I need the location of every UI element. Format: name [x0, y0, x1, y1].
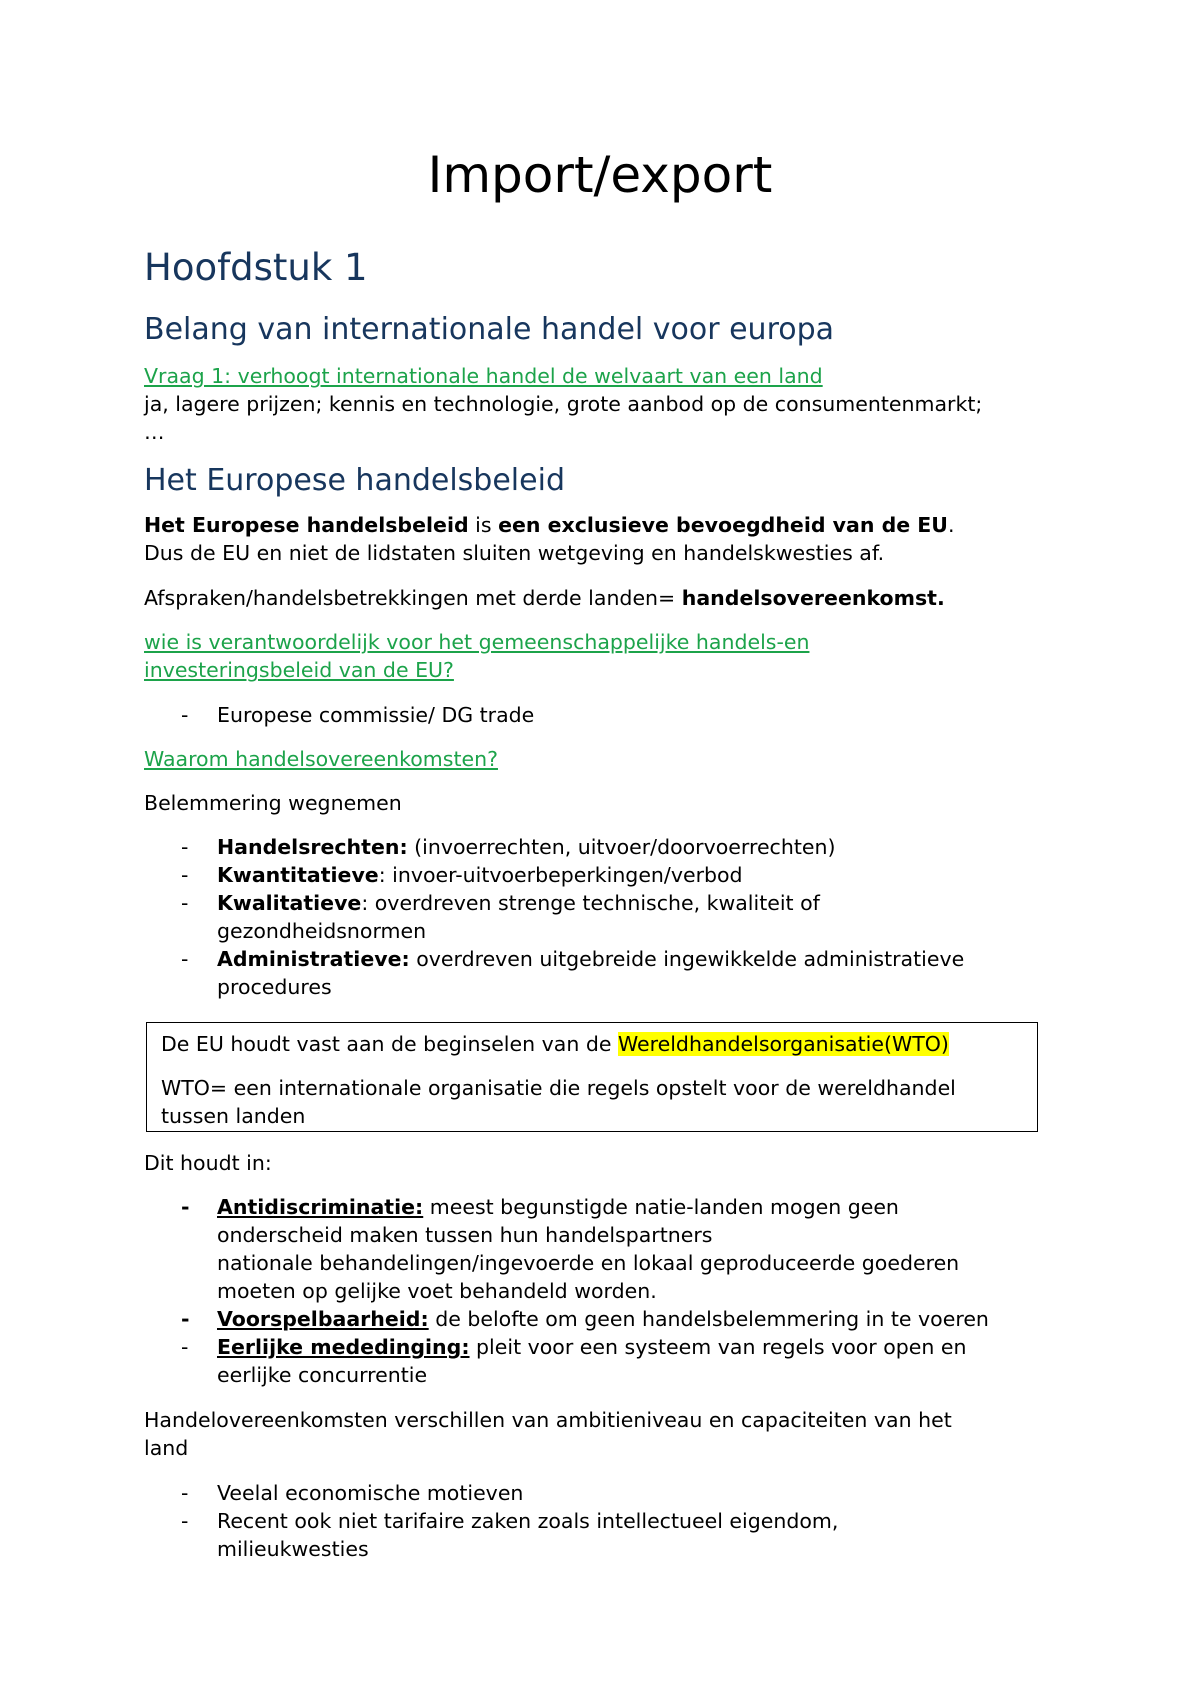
principle-text: de belofte om geen handelsbelemmering in te voeren — [428, 1307, 989, 1331]
wto-box — [146, 1022, 1038, 1132]
list-item — [144, 1333, 1056, 1389]
barrier-term: Handelsrechten: — [217, 835, 408, 859]
list-item — [144, 861, 1056, 889]
question-2-line-2: investeringsbeleid van de EU? — [144, 658, 454, 682]
list-item — [144, 701, 1056, 729]
wto-highlight: Wereldhandelsorganisatie(WTO) — [617, 1032, 949, 1056]
principle-text: meest begunstigde natie-landen mogen geen — [423, 1195, 899, 1219]
list-item — [144, 1507, 1056, 1563]
barriers-list — [144, 833, 1056, 1001]
dash-bullet: - — [181, 1307, 190, 1331]
dash-bullet: - — [181, 863, 189, 887]
wto-box-line-1 — [161, 1030, 949, 1058]
question-1-text: Vraag 1: verhoogt internationale handel de welvaart van een land — [144, 364, 823, 388]
list-item — [144, 1193, 1056, 1305]
intro-line-2: Dus de EU en niet de lidstaten sluiten wetgeving en handelskwesties af. — [144, 541, 885, 565]
principle-text-more: nationale behandelingen/ingevoerde en lokaal geproduceerde goederen — [217, 1251, 960, 1275]
dash-bullet: - — [181, 835, 189, 859]
implies-text: Dit houdt in: — [144, 1151, 272, 1175]
barrier-text: overdreven uitgebreide ingewikkelde administratieve — [409, 947, 965, 971]
dash-bullet: - — [181, 891, 189, 915]
dash-bullet: - — [181, 1195, 190, 1219]
ambition-line-2: land — [144, 1436, 189, 1460]
list-item — [144, 889, 1056, 945]
barrier-text: : invoer-uitvoerbeperkingen/verbod — [378, 863, 743, 887]
motive-text-continued: milieukwesties — [217, 1537, 369, 1561]
dash-bullet: - — [181, 1509, 189, 1533]
chapter-heading: Hoofdstuk 1 — [144, 246, 368, 289]
wto-box-line-2: WTO= een internationale organisatie die regels opstelt voor de wereldhandel — [161, 1076, 956, 1100]
principle-text-more: eerlijke concurrentie — [217, 1363, 428, 1387]
principles-list — [144, 1193, 1056, 1389]
motive-text: Veelal economische motieven — [217, 1481, 524, 1505]
intro-bold-competence: een exclusieve bevoegdheid van de EU — [498, 513, 948, 537]
list-item — [144, 945, 1056, 1001]
question-2-line-1: wie is verantwoordelijk voor het gemeenschappelijke handels-en — [144, 630, 810, 654]
principle-term: Antidiscriminatie: — [217, 1195, 424, 1219]
intro-connector: is — [468, 513, 499, 537]
barrier-term: Kwantitatieve — [217, 863, 379, 887]
responsible-item: Europese commissie/ DG trade — [217, 703, 535, 727]
barrier-text: (invoerrechten, uitvoer/doorvoerrechten) — [407, 835, 836, 859]
dash-bullet: - — [181, 703, 189, 727]
answer-line-1: ja, lagere prijzen; kennis en technologie, grote aanbod op de consumentenmarkt; — [144, 392, 983, 416]
motives-list — [144, 1479, 1056, 1563]
responsible-list — [144, 701, 1056, 729]
barrier-text-continued: gezondheidsnormen — [217, 919, 427, 943]
barrier-term: Kwalitatieve — [217, 891, 362, 915]
intro-bold-term: Het Europese handelsbeleid — [144, 513, 469, 537]
ambition-text — [144, 1406, 1056, 1462]
principle-text-more: moeten op gelijke voet behandeld worden. — [217, 1279, 657, 1303]
document-title: Import/export — [427, 146, 773, 204]
barriers-intro: Belemmering wegnemen — [144, 791, 402, 815]
list-item — [144, 833, 1056, 861]
motive-text: Recent ook niet tarifaire zaken zoals intellectueel eigendom, — [217, 1509, 839, 1533]
dash-bullet: - — [181, 947, 189, 971]
principle-term: Eerlijke mededinging: — [217, 1335, 470, 1359]
barrier-term: Administratieve: — [217, 947, 410, 971]
barrier-text: : overdreven strenge technische, kwaliteit of — [361, 891, 820, 915]
principle-text: pleit voor een systeem van regels voor open en — [469, 1335, 967, 1359]
intro-period: . — [947, 513, 955, 537]
agreements-term: handelsovereenkomst. — [681, 586, 945, 610]
section-heading-importance: Belang van internationale handel voor europa — [144, 312, 835, 347]
agreements-definition — [144, 584, 1056, 612]
dash-bullet: - — [181, 1335, 189, 1359]
principle-text-more: onderscheid maken tussen hun handelspartners — [217, 1223, 713, 1247]
barrier-text-continued: procedures — [217, 975, 332, 999]
agreements-prefix: Afspraken/handelsbetrekkingen met derde landen= — [144, 586, 682, 610]
section-heading-trade-policy: Het Europese handelsbeleid — [144, 463, 565, 498]
ambition-line-1: Handelovereenkomsten verschillen van ambitieniveau en capaciteiten van het — [144, 1408, 952, 1432]
question-2 — [144, 628, 1056, 684]
question-3: Waarom handelsovereenkomsten? — [144, 747, 498, 771]
question-1 — [144, 362, 1056, 446]
principle-term: Voorspelbaarheid: — [217, 1307, 429, 1331]
wto-box-definition — [161, 1074, 1021, 1130]
trade-policy-intro — [144, 511, 1056, 567]
list-item — [144, 1479, 1056, 1507]
list-item — [144, 1305, 1056, 1333]
answer-line-2: … — [144, 420, 165, 444]
wto-box-line-3: tussen landen — [161, 1104, 306, 1128]
wto-box-prefix: De EU houdt vast aan de beginselen van de — [161, 1032, 618, 1056]
dash-bullet: - — [181, 1481, 189, 1505]
